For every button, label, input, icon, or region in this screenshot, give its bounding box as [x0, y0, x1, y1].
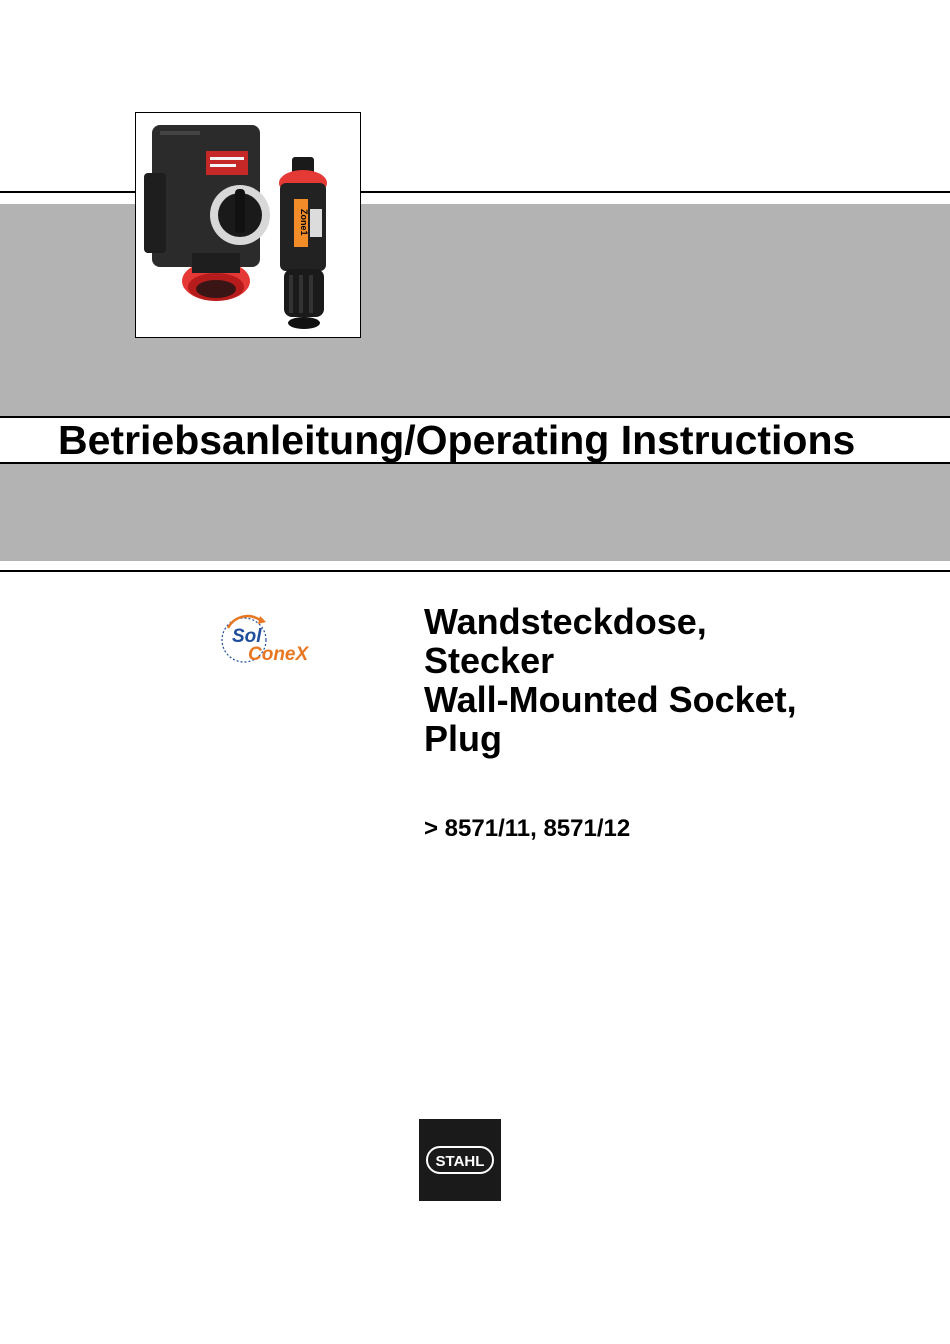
model-numbers: > 8571/11, 8571/12: [424, 815, 631, 842]
product-photo: [135, 112, 361, 338]
warning-label: [206, 151, 248, 175]
stahl-logo: [419, 1119, 501, 1201]
svg-text:Zone1: Zone1: [299, 209, 309, 236]
lower-rule: [0, 570, 950, 572]
solconex-logo-part1: Sol: [232, 626, 262, 647]
socket-plug-illustration: [136, 113, 360, 337]
solconex-logo-part2: ConeX: [248, 644, 309, 665]
stahl-logo-text: STAHL: [435, 1153, 485, 1170]
lower-gray-band: [0, 464, 950, 561]
solconex-logo: [218, 610, 318, 672]
product-names: [424, 602, 797, 758]
switch-handle: [235, 189, 245, 233]
product-name-line: Plug: [424, 718, 502, 759]
product-name-line: Wall-Mounted Socket,: [424, 679, 797, 720]
product-name-line: Wandsteckdose,: [424, 601, 707, 642]
product-name-line: Stecker: [424, 640, 555, 681]
page-title: Betriebsanleitung/Operating Instructions: [58, 417, 856, 463]
